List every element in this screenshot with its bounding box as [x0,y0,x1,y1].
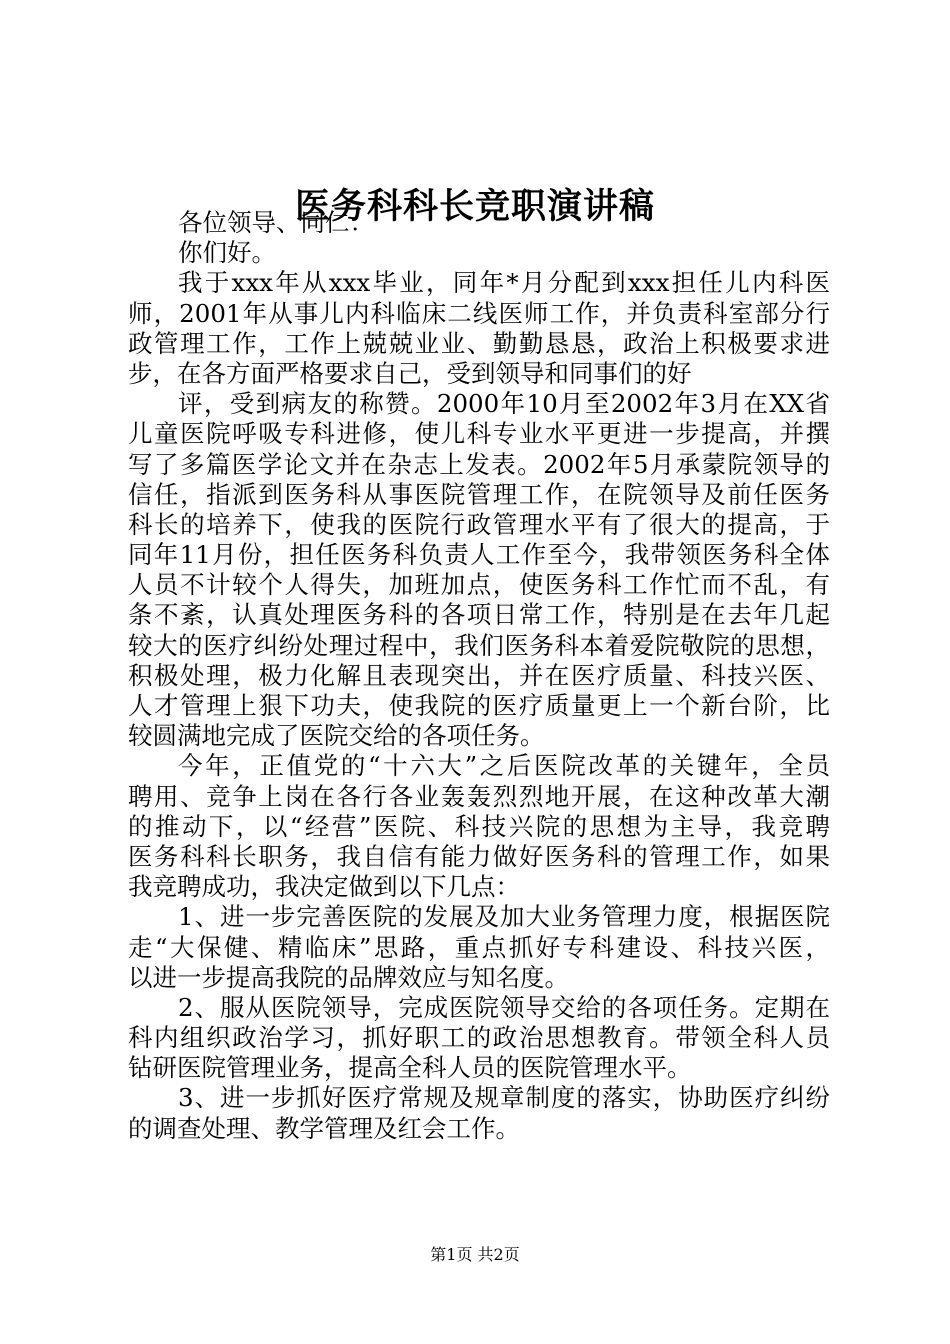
body-line: 医务科科长职务，我自信有能力做好医务科的管理工作，如果 [128,841,830,871]
body-line: 各位领导、同仁： [178,208,374,237]
body-line: 科内组织政治学习，抓好职工的政治思想教育。带领全科人员 [128,1023,830,1053]
body-line: 钻研医院管理业务，提高全科人员的医院管理水平。 [128,1053,692,1083]
body-line: 人才管理上狠下功夫，使我院的医疗质量更上一个新台阶，比 [128,691,830,720]
body-line: 步，在各方面严格要求自己，受到领导和同事们的好 [128,358,692,388]
body-line: 的推动下，以“经营”医院、科技兴院的思想为主导，我竞聘 [128,811,830,841]
body-line: 人员不计较个人得失，加班加点，使医务科工作忙而不乱，有 [128,570,830,600]
body-line: 较大的医疗纠纷处理过程中，我们医务科本着爱院敬院的思想， [128,630,830,660]
body-line: 同年11月份，担任医务科负责人工作至今，我带领医务科全体 [128,540,830,570]
body-line: 科长的培养下，使我的医院行政管理水平有了很大的提高，于 [128,509,830,539]
body-line: 2、服从医院领导，完成医院领导交给的各项任务。定期在 [178,992,830,1022]
body-line: 走“大保健、精临床”思路，重点抓好专科建设、科技兴医， [128,932,830,962]
body-line: 条不紊，认真处理医务科的各项日常工作，特别是在去年几起 [128,600,830,630]
body-line: 1、进一步完善医院的发展及加大业务管理力度，根据医院 [178,902,830,932]
body-line: 的调查处理、教学管理及红会工作。 [128,1113,520,1143]
body-line: 我竞聘成功，我决定做到以下几点： [128,872,520,902]
body-line: 写了多篇医学论文并在杂志上发表。2002年5月承蒙院领导的 [128,449,830,479]
page-number: 第1页 共2页 [430,1245,520,1264]
body-line: 积极处理，极力化解且表现突出，并在医疗质量、科技兴医、 [128,660,830,690]
body-line: 以进一步提高我院的品牌效应与知名度。 [128,962,569,992]
document-body [128,208,830,1144]
body-line: 师，2001年从事儿内科临床二线医师工作，并负责科室部分行 [128,298,830,328]
document-title: 医务科科长竞职演讲稿 [294,186,655,227]
body-line: 儿童医院呼吸专科进修，使儿科专业水平更进一步提高，并撰 [128,419,830,449]
body-line: 今年，正值党的“十六大”之后医院改革的关键年，全员 [178,751,830,781]
body-line: 评，受到病友的称赞。2000年10月至2002年3月在XX省 [178,389,830,419]
body-line: 政管理工作，工作上兢兢业业、勤勤恳恳，政治上积极要求进 [128,328,830,358]
body-line: 你们好。 [178,238,276,268]
body-line: 我于xxx年从xxx毕业，同年*月分配到xxx担任儿内科医 [178,268,830,298]
body-line: 较圆满地完成了医院交给的各项任务。 [128,721,545,751]
body-line: 聘用、竞争上岗在各行各业轰轰烈烈地开展，在这种改革大潮 [128,781,830,811]
body-line: 3、进一步抓好医疗常规及规章制度的落实，协助医疗纠纷 [178,1083,830,1113]
body-line: 信任，指派到医务科从事医院管理工作，在院领导及前任医务 [128,479,830,509]
